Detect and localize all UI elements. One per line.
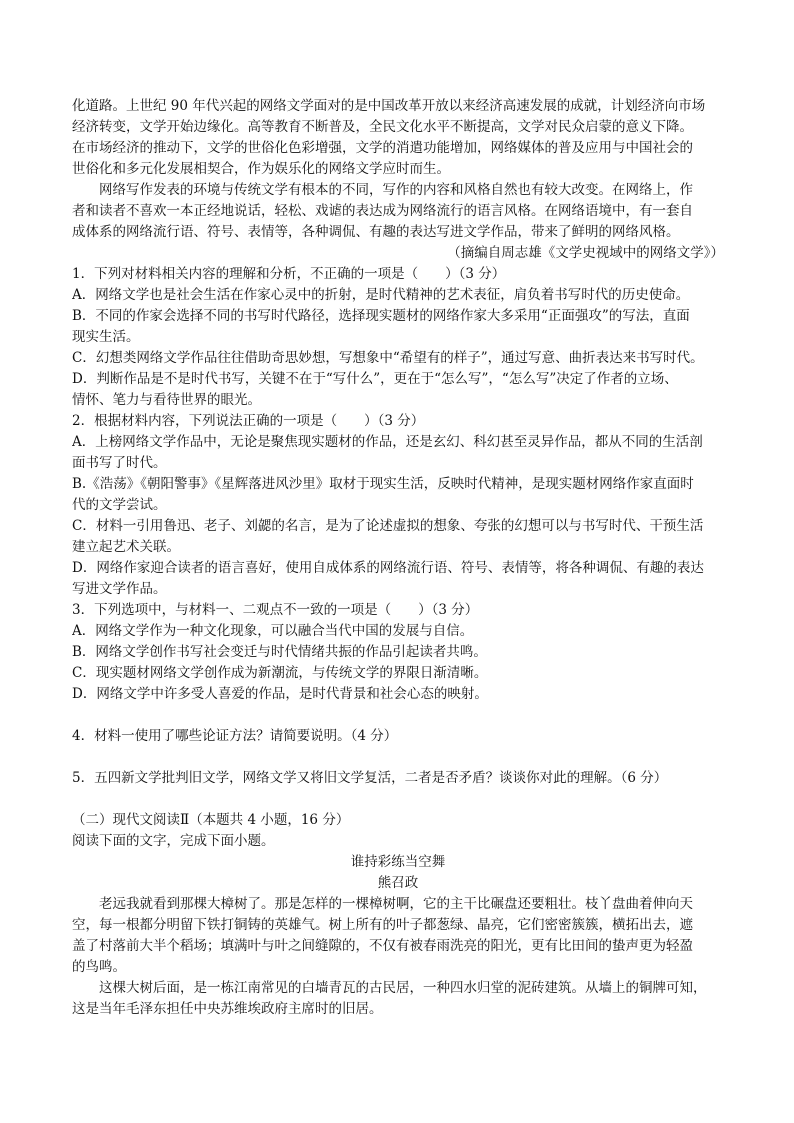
text-line: 这是当年毛泽东担任中央苏维埃政府主席时的旧居。 [72,1001,383,1017]
section-heading: （二）现代文阅读Ⅱ（本题共 4 小题，16 分） [72,812,350,828]
passage-continuation [72,96,724,180]
source-citation: （摘编自周志雄《文学史视域中的网络文学》） [447,245,724,261]
text-line: 老远我就看到那棵大樟树了。那是怎样的一棵樟树啊，它的主干比碾盘还要粗壮。枝丫盘曲着伸向天 [99,896,693,912]
question-stem: 1．下列对材料相关内容的理解和分析，不正确的一项是（ ）（3 分） [72,266,506,282]
text-line: 网络写作发表的环境与传统文学有根本的不同，写作的内容和风格自然也有较大改变。在网络上，作 [99,182,693,198]
option-b-cont: 现实生活。 [72,329,140,345]
question-stem: 2．根据材料内容，下列说法正确的一项是（ ）（3 分） [72,413,425,429]
question-1 [72,264,724,411]
text-line: 经济转变，文学开始边缘化。高等教育不断普及，全民文化水平不断提高，文学对民众启蒙的意义下降。 [72,119,693,135]
option-d-cont: 情怀、笔力与看待世界的眼光。 [72,392,261,408]
text-line: 这棵大树后面，是一栋江南常见的白墙青瓦的古民居，一种四水归堂的泥砖建筑。从墙上的铜牌可知， [99,980,707,996]
question-stem: 3．下列选项中，与材料一、二观点不一致的一项是（ ）（3 分） [72,602,479,618]
document-body [72,96,724,1020]
question-5: 5．五四新文学批判旧文学，网络文学又将旧文学复活，二者是否矛盾？谈谈你对此的理解。（6 分） [72,770,668,786]
option-b-cont: 代的文学尝试。 [72,497,167,513]
article-paragraph [72,978,724,1020]
text-line: 化道路。上世纪 90 年代兴起的网络文学面对的是中国改革开放以来经济高速发展的成就，计划经济向市场 [72,98,706,114]
option-d: D．网络文学中许多受人喜爱的作品，是时代背景和社会心态的映射。 [72,686,488,702]
question-2 [72,411,724,600]
text-line: 在市场经济的推动下，文学的世俗化色彩增强，文学的消遣功能增加，网络媒体的普及应用与中国社会的 [72,140,693,156]
question-3 [72,600,724,705]
spacer [72,789,724,810]
option-a: A．网络文学也是社会生活在作家心灵中的折射，是时代精神的艺术表征，肩负着书写时代的历史使命。 [72,287,690,303]
text-line: 的鸟鸣。 [72,959,126,975]
text-line: 空，每一根都分明留下铁打铜铸的英雄气。树上所有的叶子都葱绿、晶亮，它们密密簇簇，横拓出去，遮 [72,917,693,933]
option-b: B.《浩荡》《朝阳警事》《星辉落进风沙里》取材于现实生活，反映时代精神，是现实题材网络作家直面时 [72,476,694,492]
text-line: 成体系的网络流行语、符号、表情等，各种调侃、有趣的表达写进文学作品，带来了鲜明的网络风格。 [72,224,680,240]
passage-paragraph [72,180,724,243]
section-2 [72,810,724,1020]
article-author: 熊召政 [377,875,419,891]
option-d: D．网络作家迎合读者的语言喜好，使用自成体系的网络流行语、符号、表情等，将各种调侃、有趣的表达 [72,560,704,576]
option-b: B．网络文学创作书写社会变迁与时代情绪共振的作品引起读者共鸣。 [72,644,487,660]
spacer [72,705,724,726]
option-d-cont: 写进文学作品。 [72,581,167,597]
option-d: D．判断作品是不是时代书写，关键不在于“写什么”，更在于“怎么写”，“怎么写”决定了作者的立场、 [72,371,678,387]
article-paragraph [72,894,724,978]
option-b: B．不同的作家会选择不同的书写时代路径，选择现实题材的网络作家大多采用“正面强攻”的写法，直面 [72,308,690,324]
section-instruction: 阅读下面的文字，完成下面小题。 [72,833,275,849]
option-c-cont: 建立起艺术关联。 [72,539,180,555]
spacer [72,747,724,768]
option-a: A．网络文学作为一种文化现象，可以融合当代中国的发展与自信。 [72,623,474,639]
question-4: 4．材料一使用了哪些论证方法？请简要说明。（4 分） [72,728,398,744]
text-line: 者和读者不喜欢一本正经地说话，轻松、戏谑的表达成为网络流行的语言风格。在网络语境中，有一套自 [72,203,693,219]
text-line: 世俗化和多元化发展相契合，作为娱乐化的网络文学应时而生。 [72,161,450,177]
option-c: C．幻想类网络文学作品往往借助奇思妙想，写想象中“希望有的样子”，通过写意、曲折表达来书写时代。 [72,350,704,366]
text-line: 盖了村落前大半个稻场；填满叶与叶之间缝隙的，不仅有被春雨洗亮的阳光，更有比田间的蛰声更为轻盈 [72,938,693,954]
option-c: C．材料一引用鲁迅、老子、刘勰的名言，是为了论述虚拟的想象、夸张的幻想可以与书写时代、干预生活 [72,518,704,534]
option-a-cont: 面书写了时代。 [72,455,167,471]
option-c: C．现实题材网络文学创作成为新潮流，与传统文学的界限日渐清晰。 [72,665,488,681]
article-title: 谁持彩练当空舞 [350,854,446,870]
option-a: A．上榜网络文学作品中，无论是聚焦现实题材的作品，还是玄幻、科幻甚至灵异作品，都从不同的生活剖 [72,434,703,450]
